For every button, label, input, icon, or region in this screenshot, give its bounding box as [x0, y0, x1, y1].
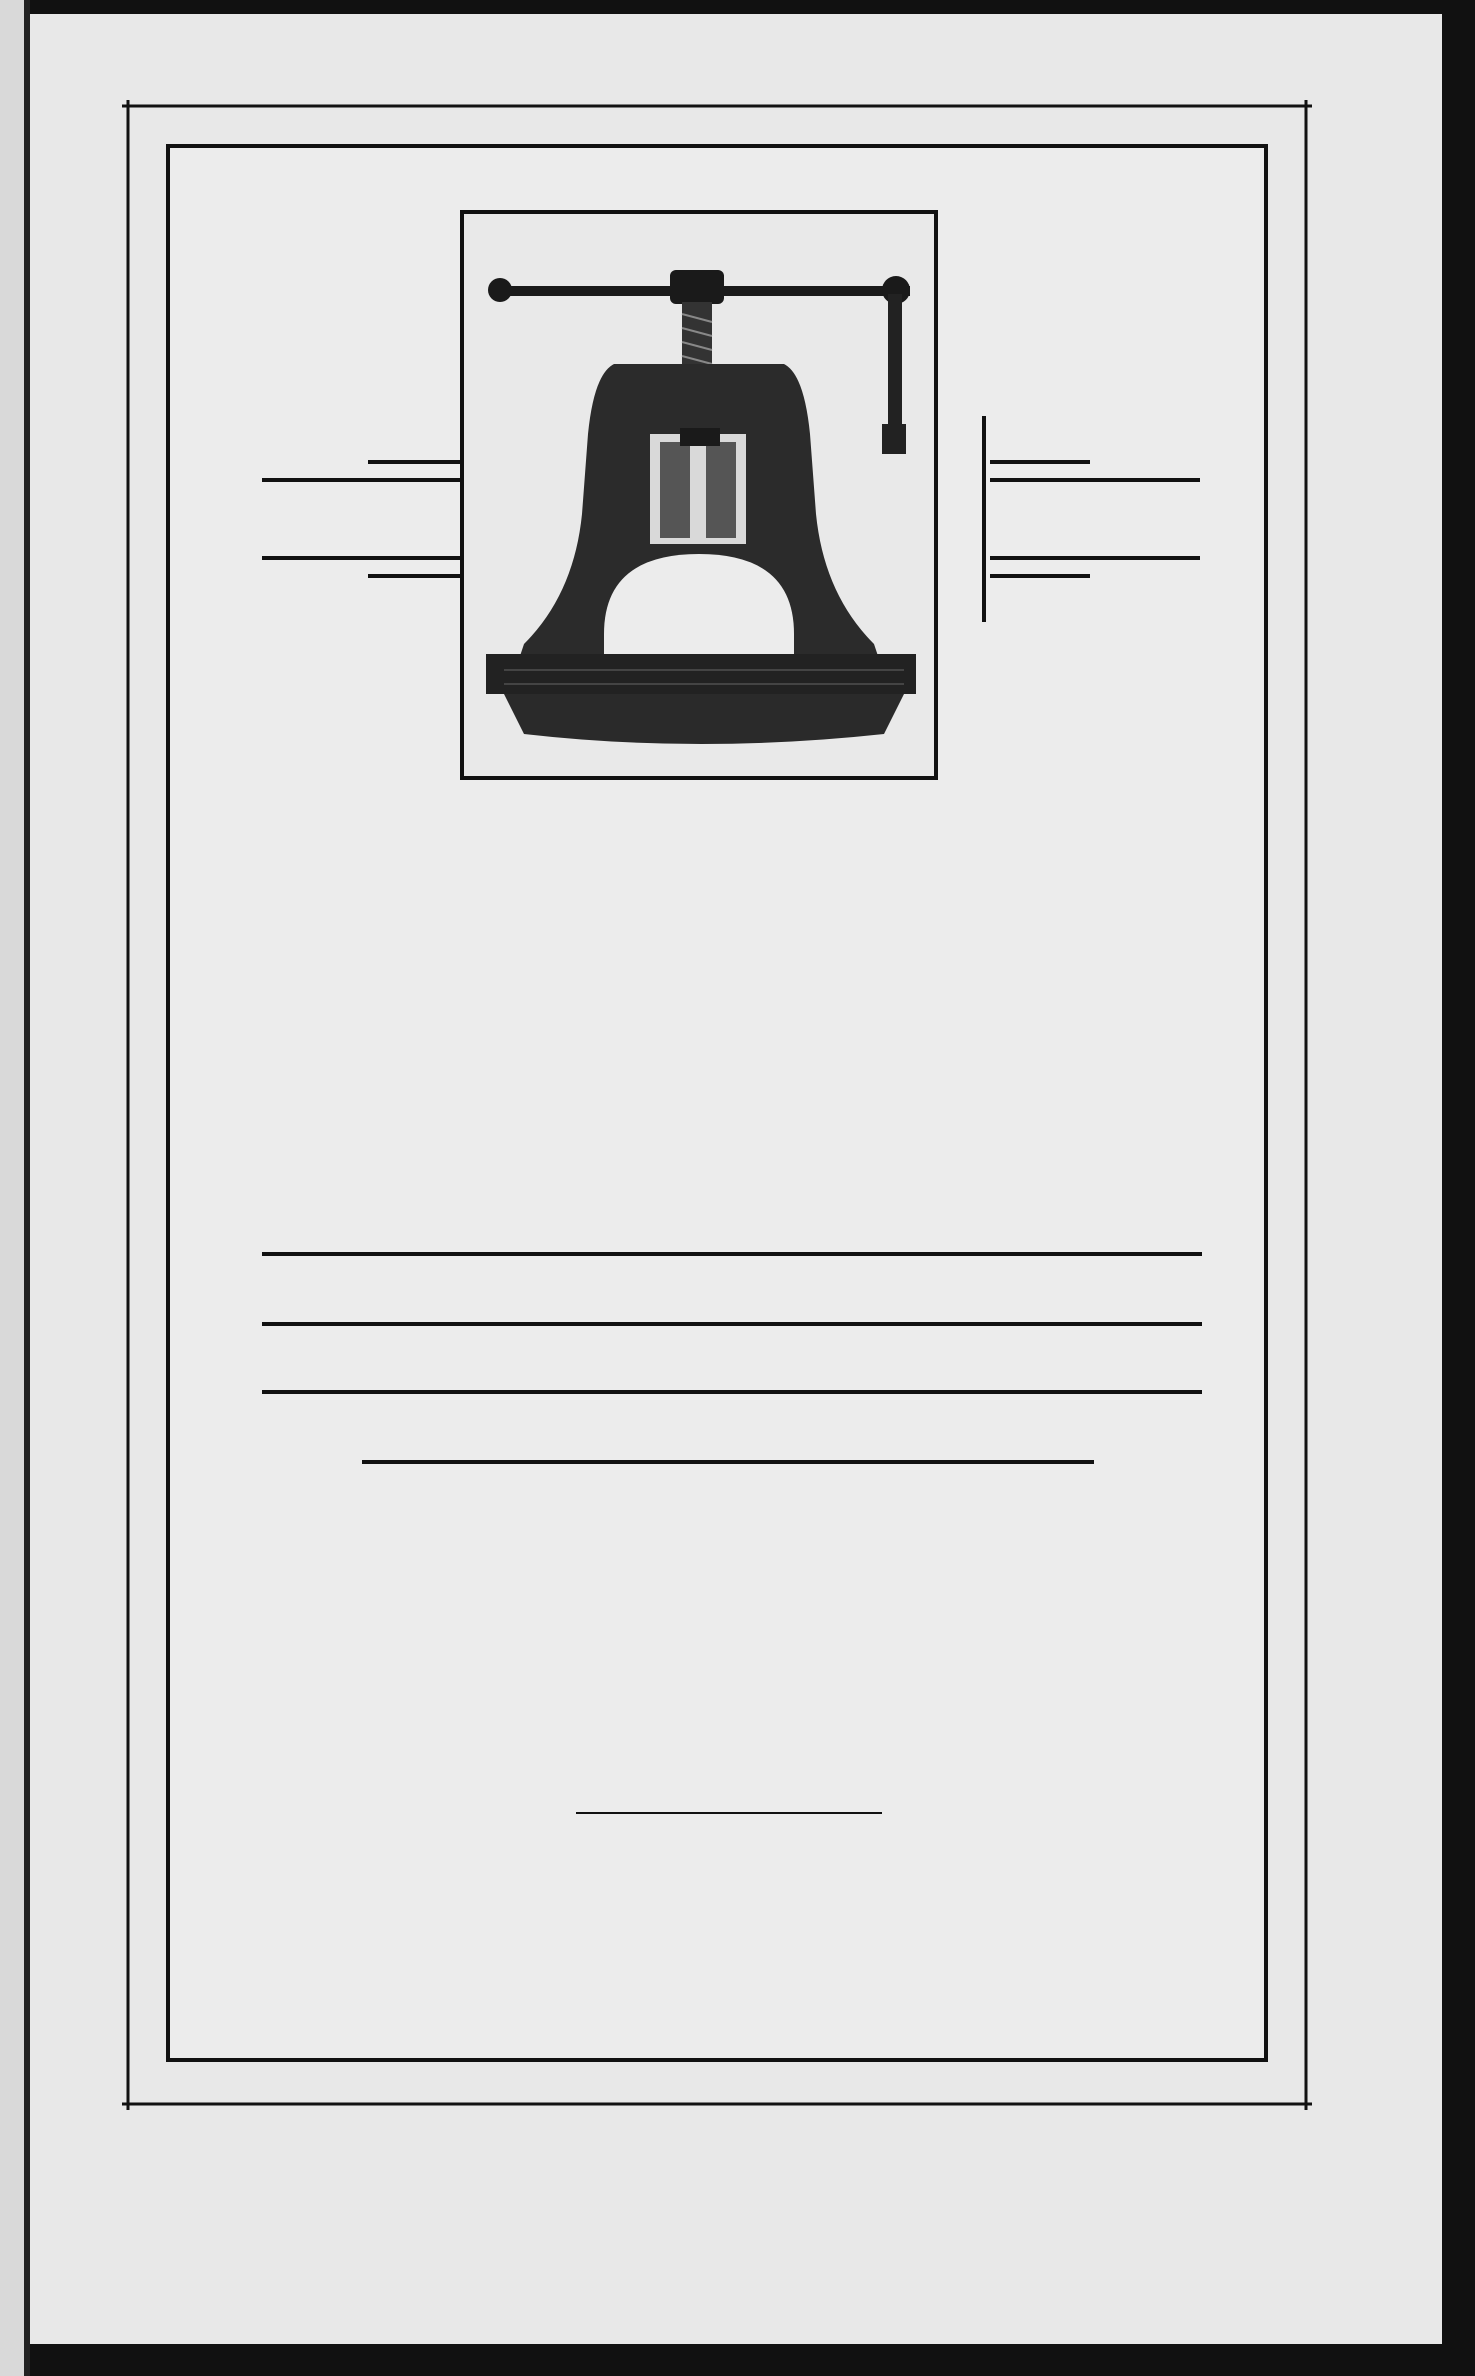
book-gutter	[0, 0, 30, 2376]
intro-rule-2	[262, 1322, 1202, 1326]
separator-rule	[576, 1812, 882, 1814]
illustration-frame	[460, 210, 938, 780]
press-illustration-icon	[464, 214, 934, 776]
intro-rule-1	[262, 1252, 1202, 1256]
intro-rule-4	[362, 1460, 1094, 1464]
left-rule-bottom	[262, 556, 468, 560]
right-rule-bottom	[990, 556, 1200, 560]
right-vrule	[982, 416, 986, 622]
right-rule-top	[990, 478, 1200, 482]
right-rule-top2	[990, 460, 1090, 464]
left-rule-top	[262, 478, 468, 482]
left-rule-top2	[368, 460, 468, 464]
left-rule-bottom2	[368, 574, 468, 578]
intro-rule-3	[262, 1390, 1202, 1394]
right-rule-bottom2	[990, 574, 1090, 578]
